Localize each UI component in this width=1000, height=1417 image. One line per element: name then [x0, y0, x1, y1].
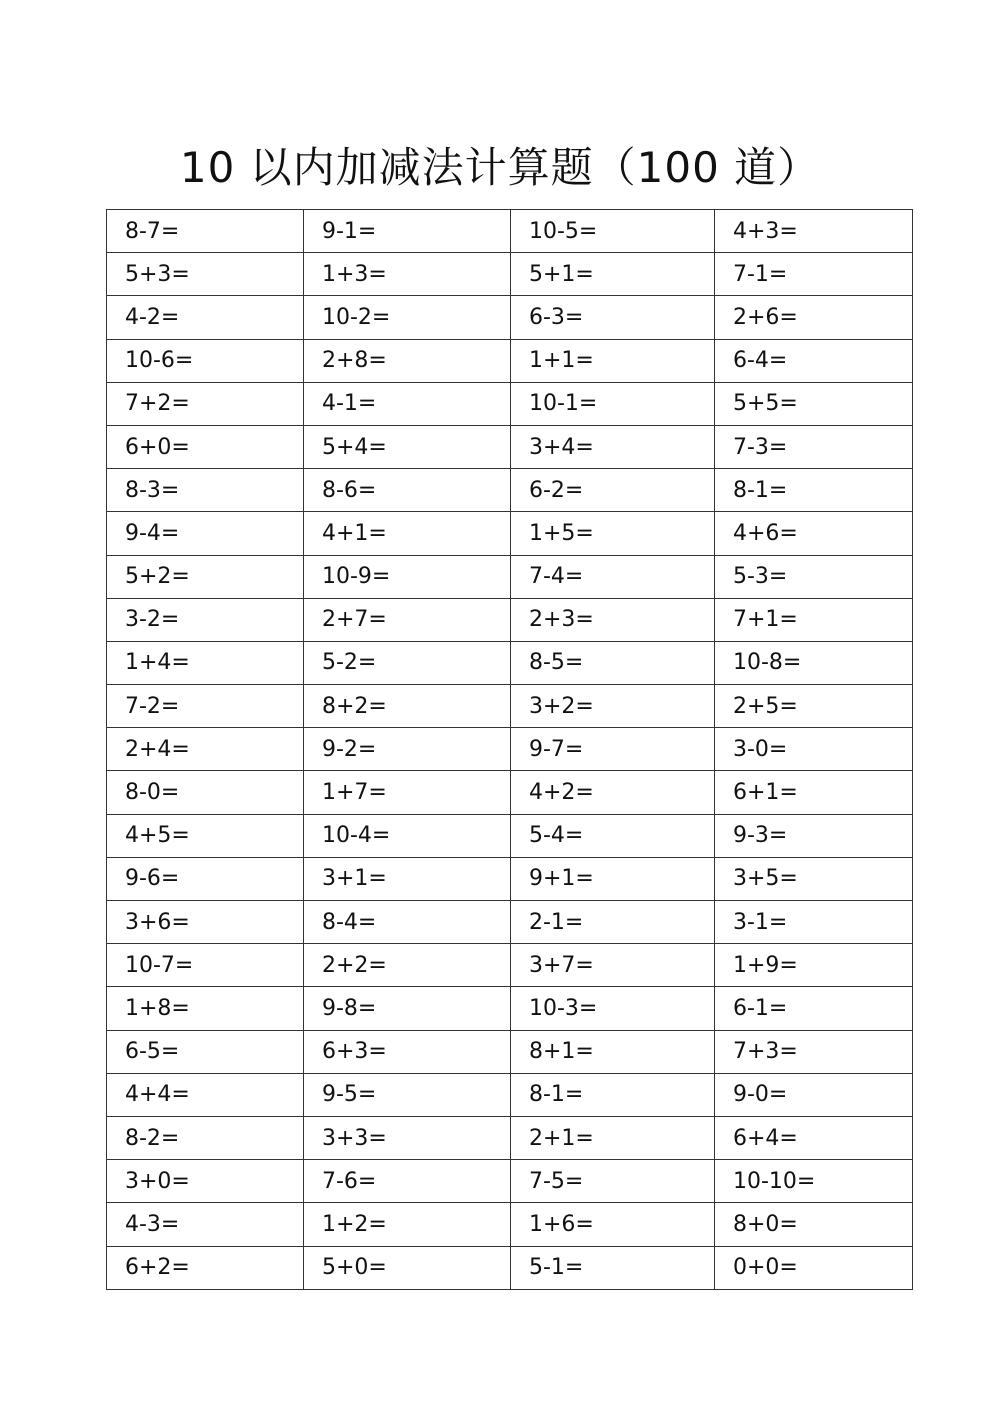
- problem-cell: 6+4=: [715, 1116, 913, 1159]
- table-row: [107, 210, 913, 253]
- problem-cell: 8-0=: [107, 771, 304, 814]
- problem-cell: 10-1=: [511, 382, 715, 425]
- problem-cell: 1+1=: [511, 339, 715, 382]
- problem-cell: 3+7=: [511, 944, 715, 987]
- problem-cell: 9-3=: [715, 814, 913, 857]
- problem-cell: 8-7=: [107, 210, 304, 253]
- problem-cell: 4-2=: [107, 296, 304, 339]
- problem-cell: 2+8=: [304, 339, 511, 382]
- table-row: [107, 425, 913, 468]
- table-row: [107, 253, 913, 296]
- problem-cell: 2+5=: [715, 685, 913, 728]
- problem-cell: 7+3=: [715, 1030, 913, 1073]
- problem-cell: 2-1=: [511, 901, 715, 944]
- problem-table: [106, 209, 913, 1290]
- table-row: [107, 944, 913, 987]
- problem-cell: 8+2=: [304, 685, 511, 728]
- table-row: [107, 857, 913, 900]
- problem-cell: 8-3=: [107, 469, 304, 512]
- problem-cell: 9-0=: [715, 1073, 913, 1116]
- problem-cell: 5+0=: [304, 1246, 511, 1290]
- table-row: [107, 771, 913, 814]
- problem-cell: 0+0=: [715, 1246, 913, 1290]
- problem-cell: 9-4=: [107, 512, 304, 555]
- table-row: [107, 469, 913, 512]
- problem-cell: 2+7=: [304, 598, 511, 641]
- table-row: [107, 987, 913, 1030]
- problem-cell: 10-2=: [304, 296, 511, 339]
- table-row: [107, 1030, 913, 1073]
- table-row: [107, 1116, 913, 1159]
- problem-cell: 1+2=: [304, 1203, 511, 1246]
- problem-cell: 9-7=: [511, 728, 715, 771]
- problem-cell: 3+6=: [107, 901, 304, 944]
- problem-cell: 1+7=: [304, 771, 511, 814]
- problem-cell: 9-5=: [304, 1073, 511, 1116]
- problem-cell: 1+3=: [304, 253, 511, 296]
- table-row: [107, 1203, 913, 1246]
- problem-cell: 10-4=: [304, 814, 511, 857]
- problem-cell: 4+3=: [715, 210, 913, 253]
- problem-cell: 3+0=: [107, 1160, 304, 1203]
- problem-cell: 10-8=: [715, 641, 913, 684]
- problem-cell: 5+4=: [304, 425, 511, 468]
- problem-cell: 10-7=: [107, 944, 304, 987]
- table-row: [107, 728, 913, 771]
- table-row: [107, 1160, 913, 1203]
- problem-cell: 8-2=: [107, 1116, 304, 1159]
- table-row: [107, 598, 913, 641]
- problem-cell: 5-1=: [511, 1246, 715, 1290]
- table-row: [107, 1073, 913, 1116]
- problem-cell: 7+2=: [107, 382, 304, 425]
- problem-cell: 10-3=: [511, 987, 715, 1030]
- problem-table-body: [107, 210, 913, 1290]
- problem-cell: 3-0=: [715, 728, 913, 771]
- problem-cell: 7+1=: [715, 598, 913, 641]
- problem-cell: 8-1=: [715, 469, 913, 512]
- problem-cell: 7-4=: [511, 555, 715, 598]
- problem-cell: 4-3=: [107, 1203, 304, 1246]
- problem-cell: 2+1=: [511, 1116, 715, 1159]
- problem-cell: 6-4=: [715, 339, 913, 382]
- problem-cell: 6-3=: [511, 296, 715, 339]
- problem-cell: 5+2=: [107, 555, 304, 598]
- problem-cell: 7-5=: [511, 1160, 715, 1203]
- problem-cell: 8+1=: [511, 1030, 715, 1073]
- problem-cell: 6+1=: [715, 771, 913, 814]
- table-row: [107, 555, 913, 598]
- page-title: 10 以内加减法计算题（100 道）: [179, 143, 821, 192]
- problem-cell: 5-2=: [304, 641, 511, 684]
- problem-cell: 1+9=: [715, 944, 913, 987]
- problem-cell: 10-6=: [107, 339, 304, 382]
- problem-cell: 8-6=: [304, 469, 511, 512]
- problem-cell: 6+0=: [107, 425, 304, 468]
- problem-cell: 5-4=: [511, 814, 715, 857]
- problem-cell: 6+2=: [107, 1246, 304, 1290]
- problem-cell: 1+5=: [511, 512, 715, 555]
- problem-cell: 6-1=: [715, 987, 913, 1030]
- problem-cell: 7-1=: [715, 253, 913, 296]
- problem-cell: 5+5=: [715, 382, 913, 425]
- problem-cell: 3+2=: [511, 685, 715, 728]
- problem-cell: 9+1=: [511, 857, 715, 900]
- problem-cell: 10-5=: [511, 210, 715, 253]
- table-row: [107, 901, 913, 944]
- problem-cell: 3+4=: [511, 425, 715, 468]
- problem-cell: 2+6=: [715, 296, 913, 339]
- table-row: [107, 641, 913, 684]
- problem-cell: 4+2=: [511, 771, 715, 814]
- problem-cell: 6-5=: [107, 1030, 304, 1073]
- problem-cell: 5-3=: [715, 555, 913, 598]
- problem-cell: 2+4=: [107, 728, 304, 771]
- problem-cell: 1+6=: [511, 1203, 715, 1246]
- table-row: [107, 382, 913, 425]
- problem-cell: 4+1=: [304, 512, 511, 555]
- problem-cell: 4+4=: [107, 1073, 304, 1116]
- problem-cell: 4+6=: [715, 512, 913, 555]
- problem-cell: 3+5=: [715, 857, 913, 900]
- table-row: [107, 512, 913, 555]
- problem-cell: 1+8=: [107, 987, 304, 1030]
- table-row: [107, 685, 913, 728]
- problem-cell: 6+3=: [304, 1030, 511, 1073]
- table-row: [107, 1246, 913, 1290]
- table-row: [107, 339, 913, 382]
- problem-cell: 3+1=: [304, 857, 511, 900]
- problem-cell: 9-8=: [304, 987, 511, 1030]
- problem-cell: 1+4=: [107, 641, 304, 684]
- table-row: [107, 814, 913, 857]
- problem-cell: 8-4=: [304, 901, 511, 944]
- problem-cell: 9-2=: [304, 728, 511, 771]
- problem-cell: 2+3=: [511, 598, 715, 641]
- problem-cell: 10-10=: [715, 1160, 913, 1203]
- problem-cell: 4+5=: [107, 814, 304, 857]
- problem-cell: 8-1=: [511, 1073, 715, 1116]
- problem-cell: 3-2=: [107, 598, 304, 641]
- problem-cell: 8-5=: [511, 641, 715, 684]
- problem-cell: 3-1=: [715, 901, 913, 944]
- problem-cell: 7-6=: [304, 1160, 511, 1203]
- problem-cell: 5+3=: [107, 253, 304, 296]
- problem-cell: 3+3=: [304, 1116, 511, 1159]
- problem-cell: 2+2=: [304, 944, 511, 987]
- problem-cell: 7-3=: [715, 425, 913, 468]
- problem-cell: 7-2=: [107, 685, 304, 728]
- problem-cell: 8+0=: [715, 1203, 913, 1246]
- problem-cell: 5+1=: [511, 253, 715, 296]
- problem-cell: 6-2=: [511, 469, 715, 512]
- problem-cell: 9-6=: [107, 857, 304, 900]
- problem-cell: 9-1=: [304, 210, 511, 253]
- problem-cell: 4-1=: [304, 382, 511, 425]
- problem-cell: 10-9=: [304, 555, 511, 598]
- table-row: [107, 296, 913, 339]
